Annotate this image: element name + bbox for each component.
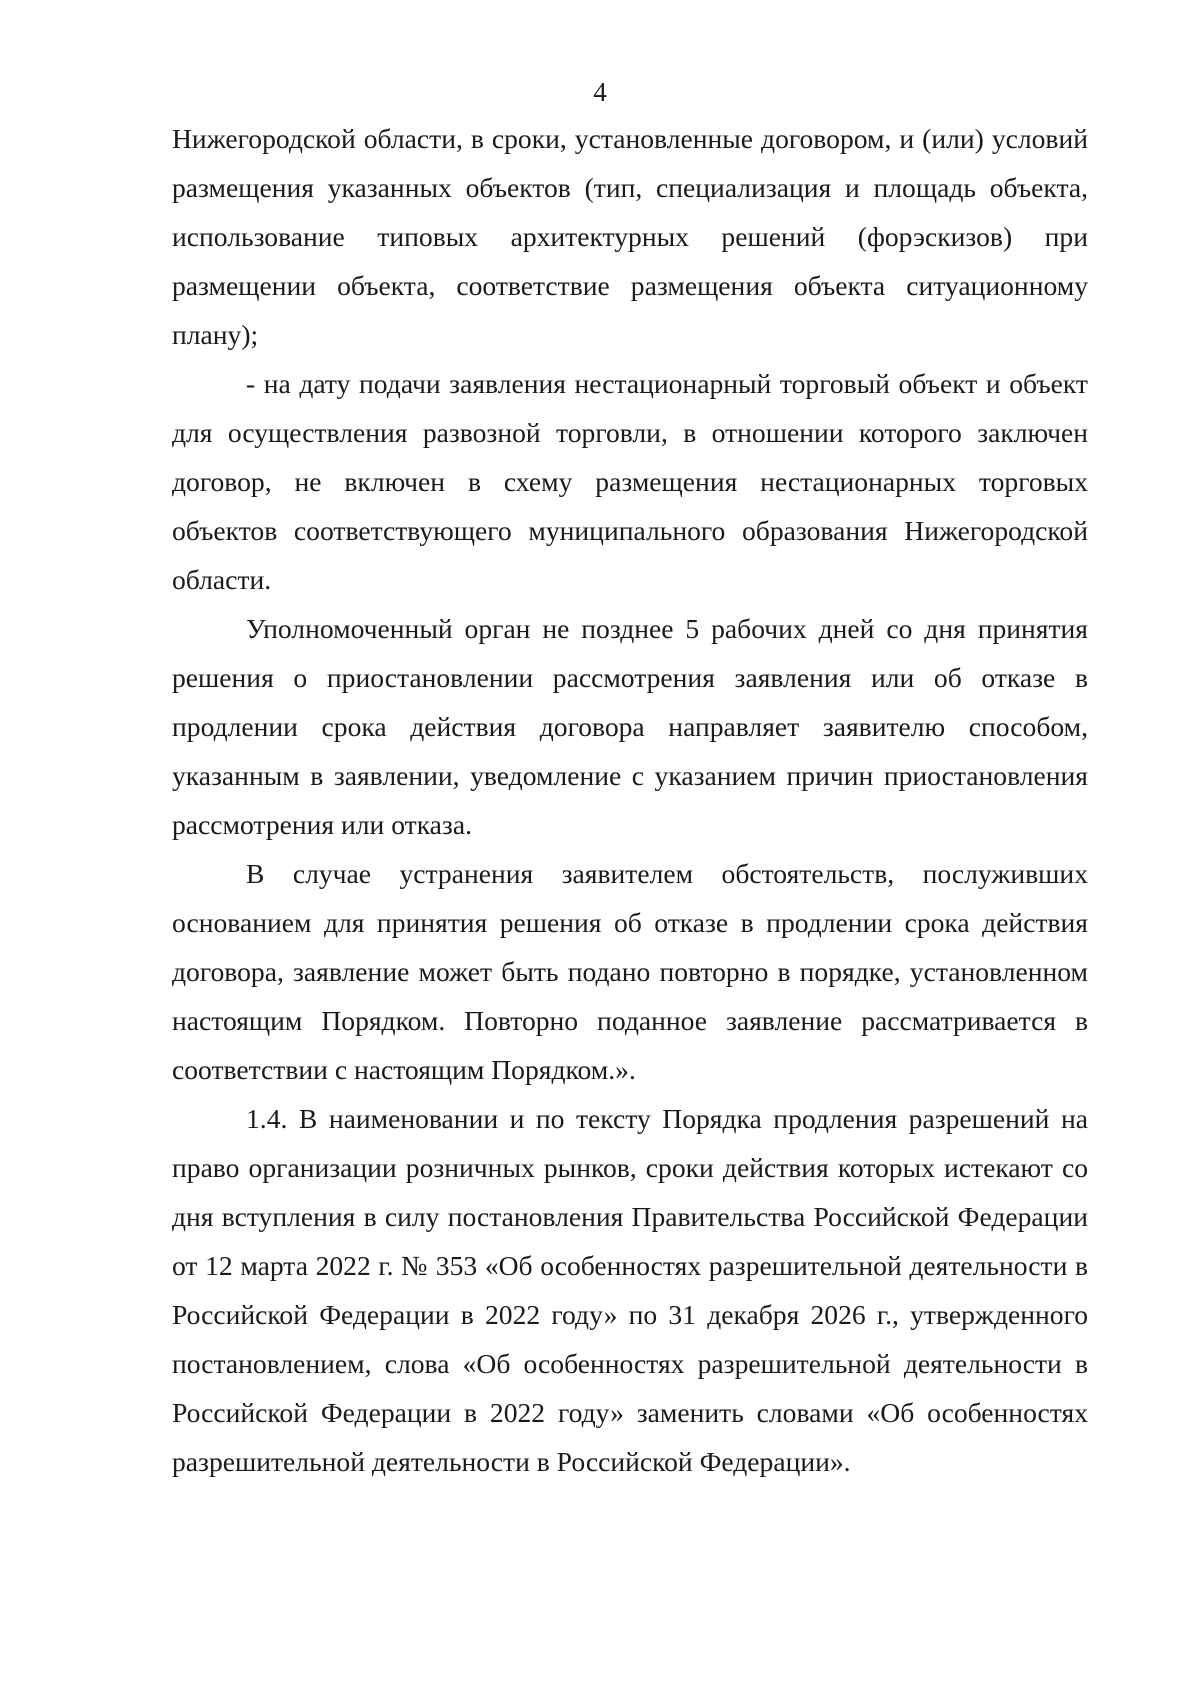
paragraph-continuation: Нижегородской области, в сроки, установленные договором, и (или) условий размещения указанных объектов (тип, специализация и площадь объекта, использование типовых архитектурных решений (форэскизов) при размещении объекта, соответствие размещения объекта ситуационному плану);	[172, 123, 1088, 350]
paragraph-list-item: - на дату подачи заявления нестационарный торговый объект и объект для осуществления развозной торговли, в отношении которого заключен договор, не включен в схему размещения нестационарных торговых объектов соответствующего муниципального образования Нижегородской области.	[172, 368, 1088, 595]
paragraph-resubmission: В случае устранения заявителем обстоятельств, послуживших основанием для принятия решения об отказе в продлении срока действия договора, заявление может быть подано повторно в порядке, установленном настоящим Порядком. Повторно поданное заявление рассматривается в соответствии с настоящим Порядком.».	[172, 858, 1088, 1085]
document-body	[172, 114, 1088, 1486]
page-number: 4	[593, 77, 607, 107]
paragraph-notification: Уполномоченный орган не позднее 5 рабочих дней со дня принятия решения о приостановлении рассмотрения заявления или об отказе в продлении срока действия договора направляет заявителю способом, указанным в заявлении, уведомление с указанием причин приостановления рассмотрения или отказа.	[172, 613, 1088, 840]
paragraph-amendment-1-4: 1.4. В наименовании и по тексту Порядка продления разрешений на право организации розничных рынков, сроки действия которых истекают со дня вступления в силу постановления Правительства Российской Федерации от 12 марта 2022 г. № 353 «Об особенностях разрешительной деятельности в Российской Федерации в 2022 году» по 31 декабря 2026 г., утвержденного постановлением, слова «Об особенностях разрешительной деятельности в Российской Федерации в 2022 году» заменить словами «Об особенностях разрешительной деятельности в Российской Федерации».	[172, 1103, 1088, 1477]
